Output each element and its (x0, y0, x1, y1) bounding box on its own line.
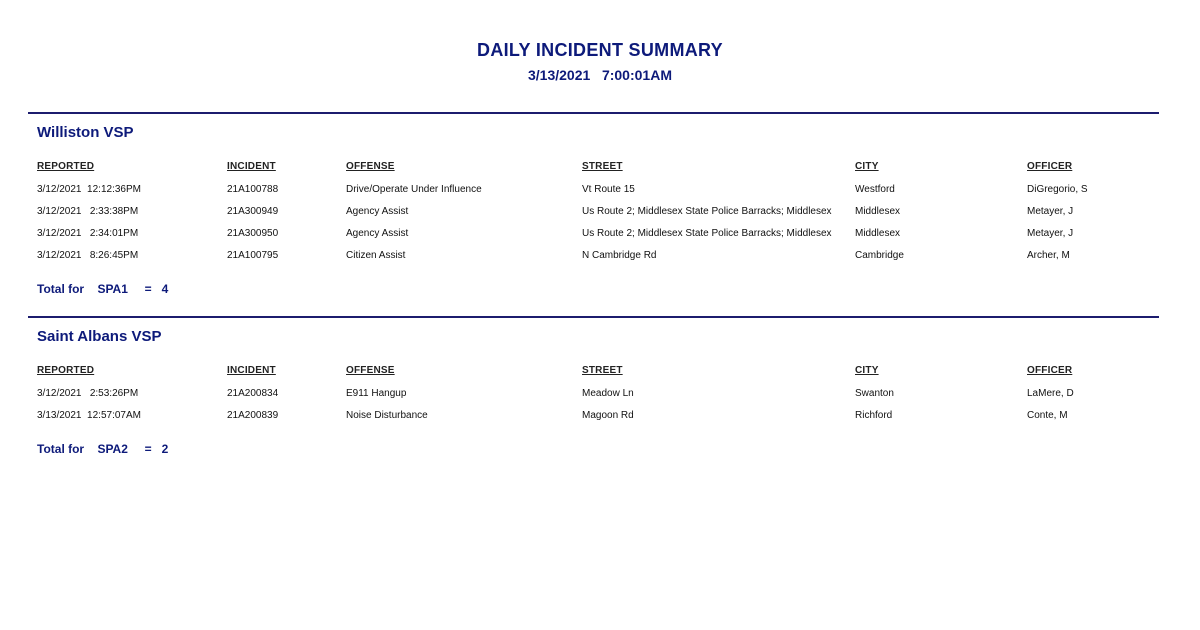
cell-incident: 21A300949 (227, 206, 279, 217)
cell-offense: Agency Assist (346, 228, 409, 239)
cell-reported: 3/12/2021 8:26:45PM (37, 250, 139, 261)
section-total: Total for SPA2 = 2 (37, 442, 169, 456)
cell-officer: Archer, M (1027, 250, 1070, 261)
cell-incident: 21A200839 (227, 410, 279, 421)
column-header-reported: REPORTED (37, 365, 95, 376)
column-header-officer: OFFICER (1027, 161, 1073, 172)
cell-incident: 21A100788 (227, 184, 279, 195)
cell-reported: 3/12/2021 2:33:38PM (37, 206, 139, 217)
cell-street: Meadow Ln (582, 388, 634, 399)
cell-reported: 3/12/2021 2:53:26PM (37, 388, 139, 399)
section-divider (28, 316, 1159, 318)
cell-incident: 21A300950 (227, 228, 279, 239)
report-datetime: 3/13/2021 7:00:01AM (528, 67, 672, 83)
column-header-street: STREET (582, 365, 623, 376)
cell-street: Us Route 2; Middlesex State Police Barracks; Middlesex (582, 228, 832, 239)
cell-city: Middlesex (855, 228, 901, 239)
cell-officer: DiGregorio, S (1027, 184, 1088, 195)
cell-reported: 3/13/2021 12:57:07AM (37, 410, 141, 421)
column-header-incident: INCIDENT (227, 365, 276, 376)
cell-city: Cambridge (855, 250, 904, 261)
column-header-incident: INCIDENT (227, 161, 276, 172)
section-title: Williston VSP (37, 124, 134, 141)
report-title: DAILY INCIDENT SUMMARY (477, 40, 723, 60)
cell-officer: Metayer, J (1027, 228, 1074, 239)
section-title: Saint Albans VSP (37, 328, 162, 345)
cell-incident: 21A200834 (227, 388, 279, 399)
cell-city: Westford (855, 184, 895, 195)
cell-street: Us Route 2; Middlesex State Police Barracks; Middlesex (582, 206, 832, 217)
cell-offense: Citizen Assist (346, 250, 406, 261)
cell-reported: 3/12/2021 2:34:01PM (37, 228, 139, 239)
section-divider (28, 112, 1159, 114)
cell-officer: Conte, M (1027, 410, 1068, 421)
column-header-offense: OFFENSE (346, 365, 395, 376)
cell-officer: LaMere, D (1027, 388, 1074, 399)
column-header-city: CITY (855, 161, 879, 172)
cell-officer: Metayer, J (1027, 206, 1074, 217)
cell-city: Middlesex (855, 206, 901, 217)
section-total: Total for SPA1 = 4 (37, 282, 169, 296)
cell-incident: 21A100795 (227, 250, 279, 261)
column-header-officer: OFFICER (1027, 365, 1073, 376)
cell-offense: Noise Disturbance (346, 410, 428, 421)
cell-offense: Agency Assist (346, 206, 409, 217)
column-header-reported: REPORTED (37, 161, 95, 172)
cell-street: N Cambridge Rd (582, 250, 657, 261)
cell-city: Swanton (855, 388, 894, 399)
cell-street: Magoon Rd (582, 410, 634, 421)
cell-street: Vt Route 15 (582, 184, 635, 195)
column-header-street: STREET (582, 161, 623, 172)
cell-offense: Drive/Operate Under Influence (346, 184, 482, 195)
cell-city: Richford (855, 410, 893, 421)
column-header-offense: OFFENSE (346, 161, 395, 172)
cell-reported: 3/12/2021 12:12:36PM (37, 184, 141, 195)
column-header-city: CITY (855, 365, 879, 376)
cell-offense: E911 Hangup (346, 388, 407, 399)
